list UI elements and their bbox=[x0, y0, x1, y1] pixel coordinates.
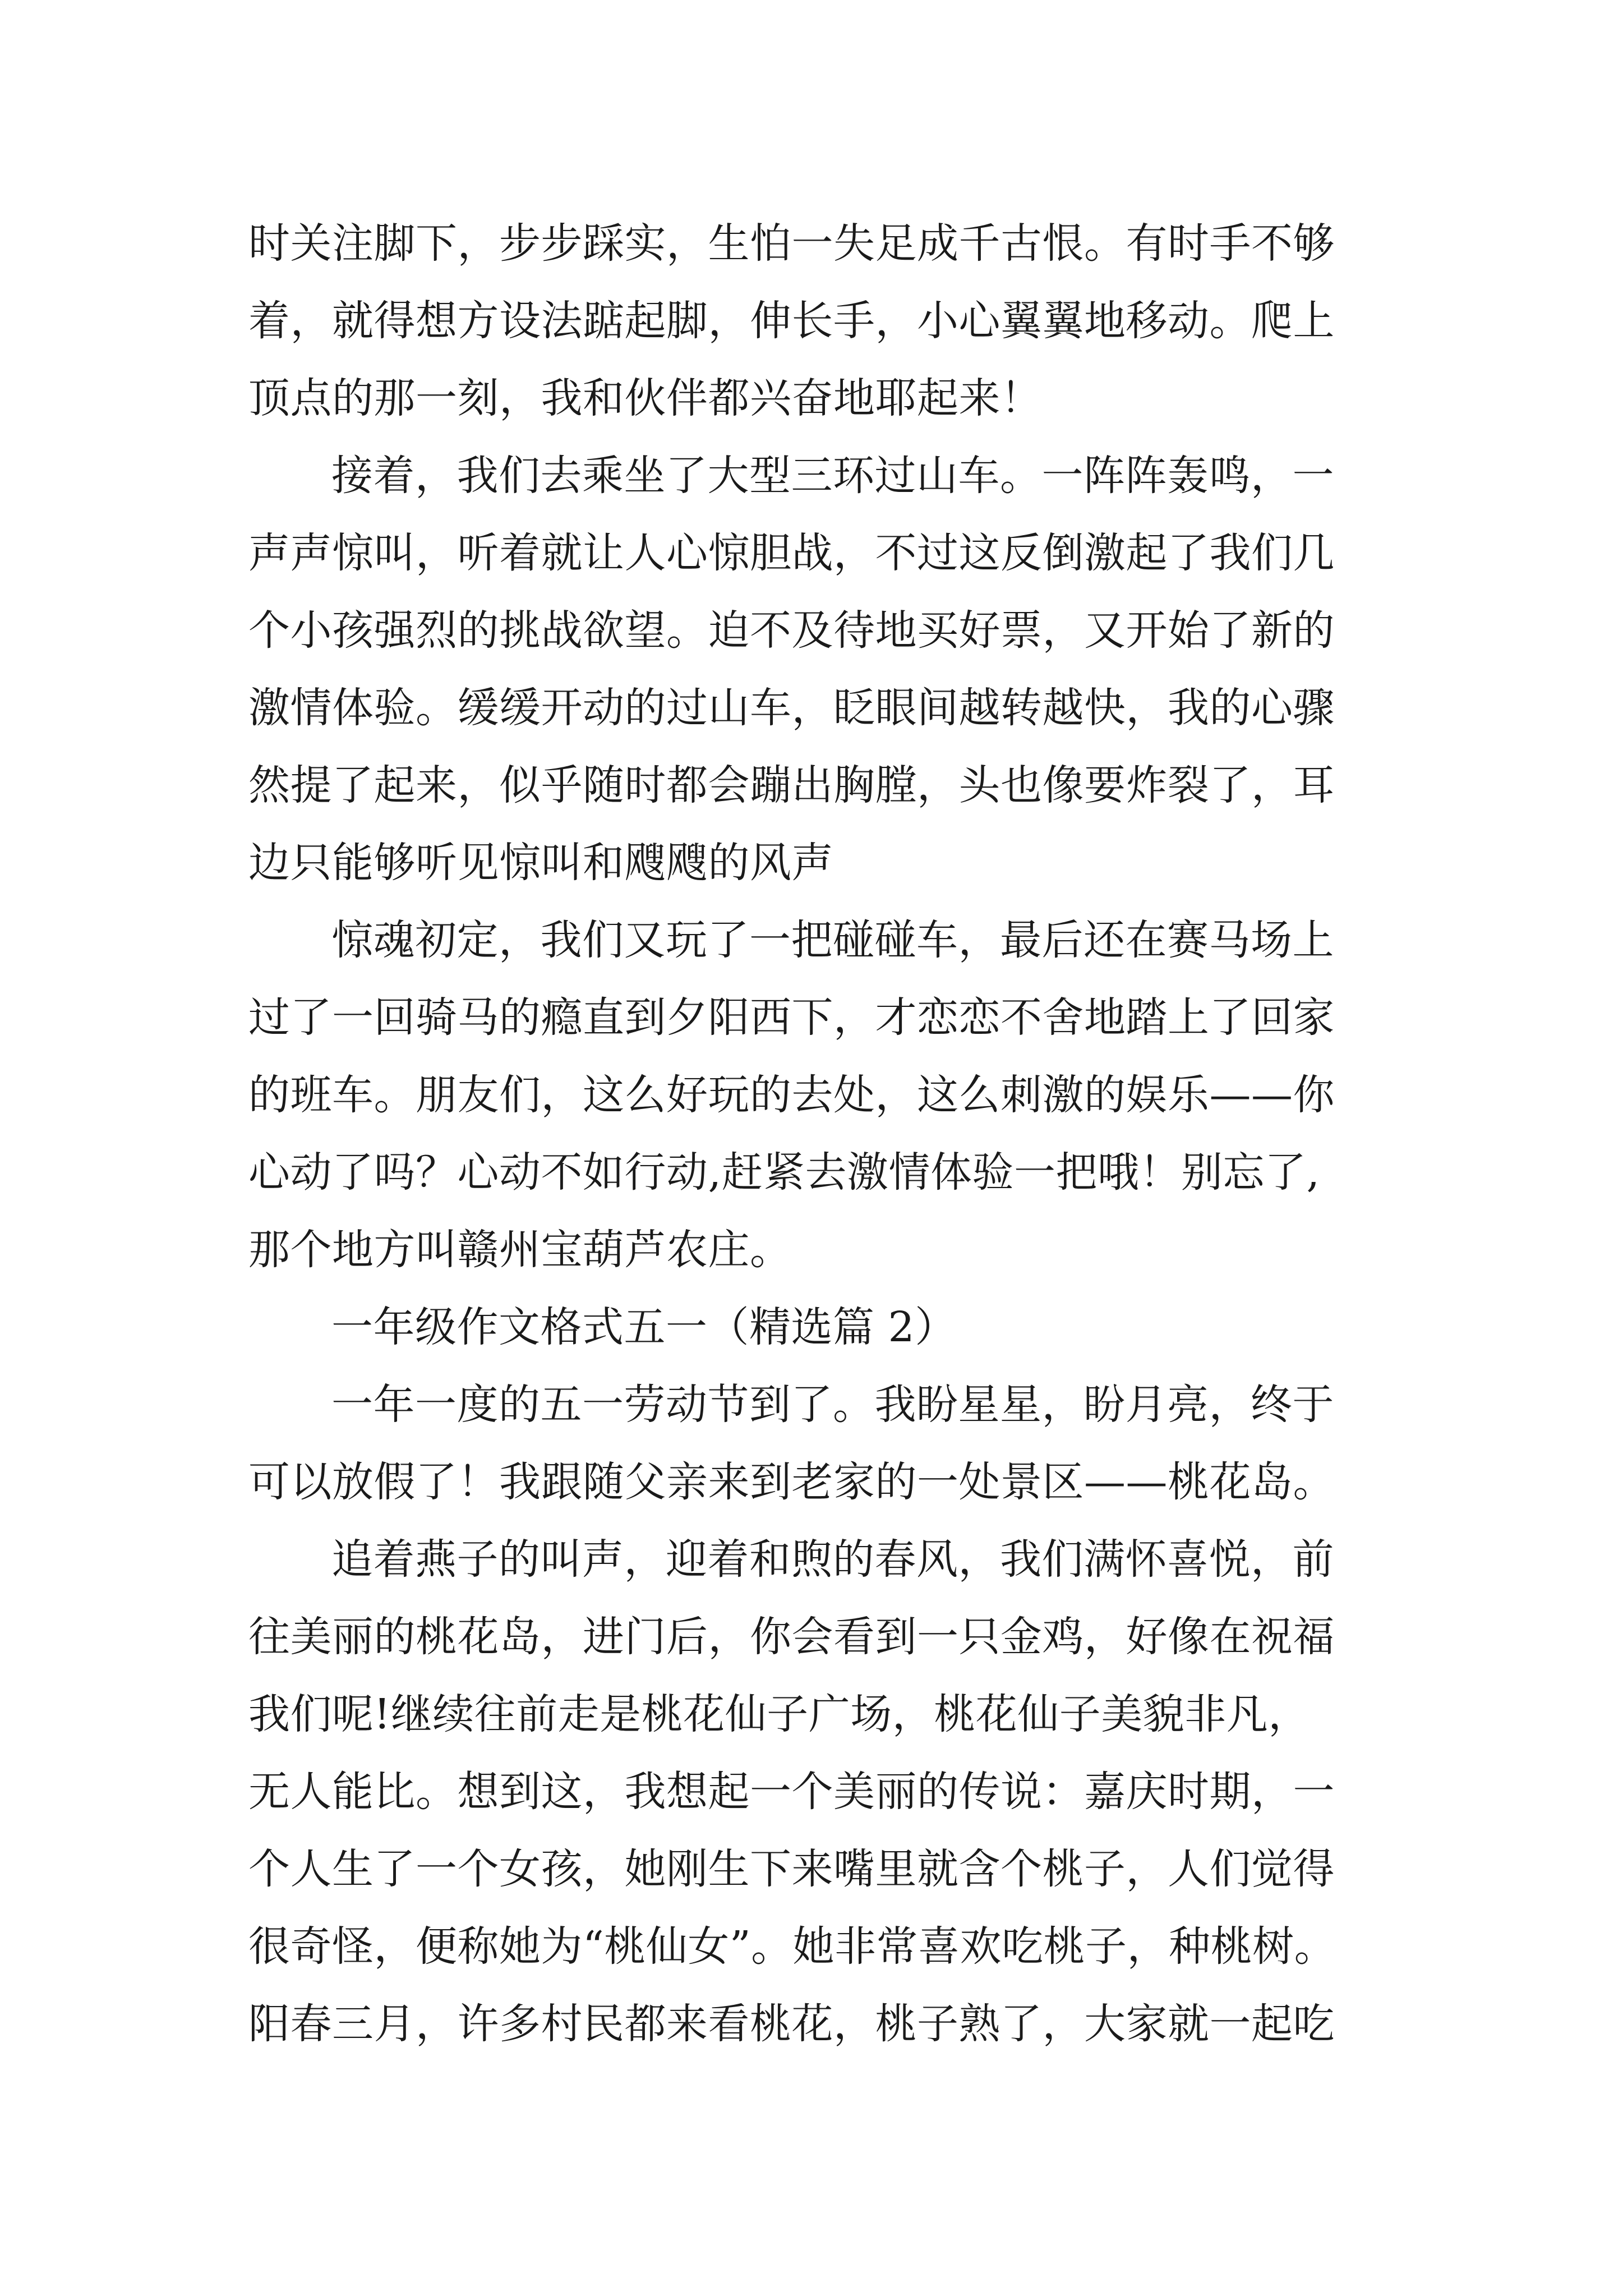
text-line: 的班车。朋友们，这么好玩的去处，这么刺激的娱乐——你 bbox=[248, 1071, 1335, 1119]
text-line: 然提了起来，似乎随时都会蹦出胸膛，头也像要炸裂了，耳 bbox=[248, 761, 1335, 809]
text-line: 心动了吗？心动不如行动,赶紧去激情体验一把哦！别忘了, bbox=[248, 1148, 1320, 1197]
paragraph-first-line: 一年一度的五一劳动节到了。我盼星星，盼月亮，终于 bbox=[331, 1381, 1334, 1429]
paragraph-first-line: 追着燕子的叫声，迎着和煦的春风，我们满怀喜悦，前 bbox=[331, 1535, 1334, 1584]
text-line: 个小孩强烈的挑战欲望。迫不及待地买好票，又开始了新的 bbox=[248, 606, 1335, 655]
text-line: 声声惊叫，听着就让人心惊胆战，不过这反倒激起了我们几 bbox=[248, 529, 1335, 577]
document-body bbox=[248, 205, 1393, 2063]
text-line: 边只能够听见惊叫和飕飕的风声 bbox=[248, 839, 833, 887]
paragraph-first-line: 接着，我们去乘坐了大型三环过山车。一阵阵轰鸣，一 bbox=[331, 452, 1334, 500]
text-line: 个人生了一个女孩，她刚生下来嘴里就含个桃子，人们觉得 bbox=[248, 1845, 1335, 1893]
text-line: 那个地方叫赣州宝葫芦农庄。 bbox=[248, 1226, 792, 1274]
text-line: 无人能比。想到这，我想起一个美丽的传说：嘉庆时期，一 bbox=[248, 1768, 1335, 1816]
text-line: 着，就得想方设法踮起脚，伸长手，小心翼翼地移动。爬上 bbox=[248, 297, 1335, 345]
section-heading: 一年级作文格式五一（精选篇 2） bbox=[331, 1303, 957, 1351]
paragraph-first-line: 惊魂初定，我们又玩了一把碰碰车，最后还在赛马场上 bbox=[331, 916, 1334, 964]
text-line: 往美丽的桃花岛，进门后，你会看到一只金鸡，好像在祝福 bbox=[248, 1613, 1335, 1661]
text-line: 阳春三月，许多村民都来看桃花，桃子熟了，大家就一起吃 bbox=[248, 2000, 1335, 2048]
text-line: 过了一回骑马的瘾直到夕阳西下，才恋恋不舍地踏上了回家 bbox=[248, 993, 1335, 1042]
text-line: 很奇怪，便称她为“桃仙女”。她非常喜欢吃桃子，种桃树。 bbox=[248, 1922, 1336, 1971]
text-line: 可以放假了！我跟随父亲来到老家的一处景区——桃花岛。 bbox=[248, 1458, 1335, 1506]
text-line: 顶点的那一刻，我和伙伴都兴奋地耶起来！ bbox=[248, 374, 1043, 422]
text-line: 激情体验。缓缓开动的过山车，眨眼间越转越快，我的心骤 bbox=[248, 684, 1335, 732]
text-line: 时关注脚下，步步踩实，生怕一失足成千古恨。有时手不够 bbox=[248, 219, 1335, 268]
text-line: 我们呢!继续往前走是桃花仙子广场，桃花仙子美貌非凡， bbox=[248, 1690, 1310, 1738]
